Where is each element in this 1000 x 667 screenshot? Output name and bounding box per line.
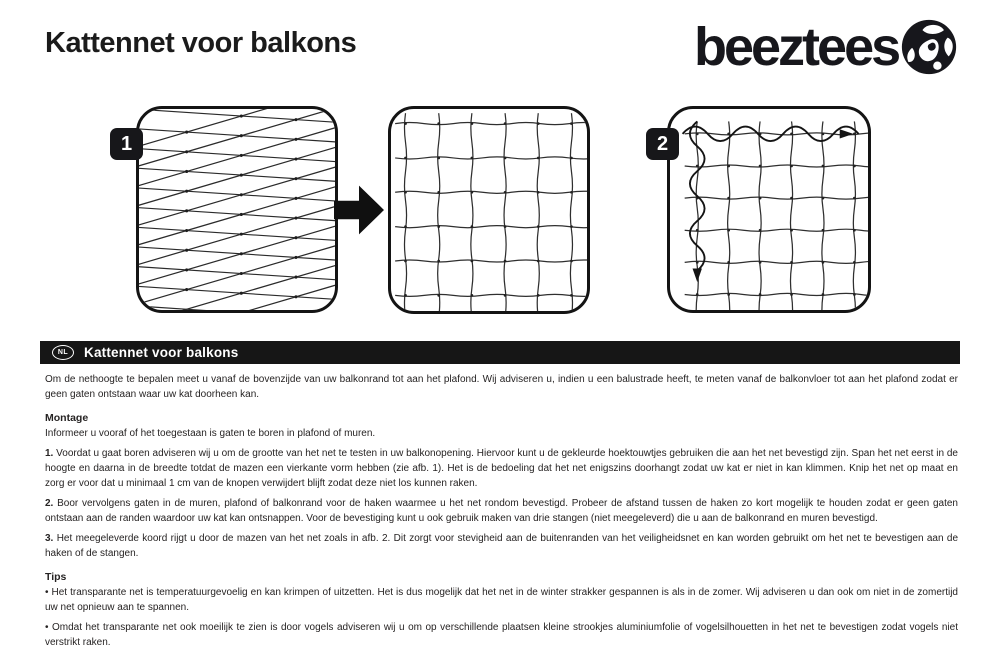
beeztees-logo-text: beeztees [694,17,899,77]
montage-intro: Informeer u vooraf of het toegestaan is gaten te boren in plafond of muren. [45,428,376,439]
montage-step-3 [45,531,958,561]
step-1-badge [110,128,143,160]
step-2-text: Boor vervolgens gaten in de muren, plafond of balkonrand voor de haken waarmee u het net rondom bevestigd. Probeer de afstand tussen de haken zo kort mogelijk te houden zodat er geen gaten ontstaan aan de randen waardoor uw kat kan ontsnappen. Voor de bevestiging kunt u ook gebruik maken van drie stangen (niet meegeleverd) die u aan de balkonrand en muren bevestigd. [45,498,958,524]
tips-heading: Tips [45,571,67,583]
step-2-badge-number: 2 [656,132,669,155]
animals-globe-icon [900,18,958,76]
step-2-number: 2. [45,498,54,509]
montage-step-1 [45,446,958,491]
net-cord-illustration [667,106,871,313]
step-3-number: 3. [45,533,54,544]
net-square-illustration [388,106,590,314]
montage-heading: Montage [45,412,89,424]
montage-step-2 [45,496,958,526]
net-compressed-svg [139,109,335,310]
net-square-svg [391,109,587,311]
arrow-right-icon [334,181,384,239]
tip-item-2: • Omdat het transparante net ook moeilijk te zien is door vogels adviseren wij u om op verschillende plaatsen kleine strookjes aluminiumfolie of vogelsilhouetten in het net te bevestigen zodat vogels niet verstrikt raken. [45,622,958,648]
beeztees-logo [694,18,958,76]
page-title: Kattennet voor balkons [45,27,357,59]
step-2-badge [646,128,679,160]
section-banner-title: Kattennet voor balkons [84,345,239,360]
step-3-text: Het meegeleverde koord rijgt u door de mazen van het net zoals in afb. 2. Dit zorgt voor stevigheid aan de buitenranden van het veiligheidsnet en kan worden gebruikt om het net te bevestigen aan de haken of de stangen. [45,533,958,559]
body-text [45,372,958,655]
step-1-text: Voordat u gaat boren adviseren wij u om de grootte van het net te testen in uw balkonopening. Hiervoor kunt u de gekleurde hoektouwtjes gebruiken die aan het net bevestigd zijn. Span het net eerst in de hoogte en daarna in de breedte totdat de mazen een vierkante vorm hebben (zie afb. 1). Het is de bedoeling dat het net enigszins doorhangt zodat uw kat er niet in kan klimmen. Knip het net op maat en zorg er voor dat u minimaal 1 cm van de knopen verwijdert blijft zodat deze niet los kunnen raken. [45,448,958,489]
tip-item-1: • Het transparante net is temperatuurgevoelig en kan krimpen of uitzetten. Het is dus mogelijk dat het net in de winter strakker gespannen is als in de zomer. Wij adviseren u dan ook om niet in de zomertijd uw net opnieuw aan te spannen. [45,587,958,613]
net-compressed-illustration [136,106,338,313]
section-banner [40,341,960,364]
step-1-number: 1. [45,448,54,459]
net-cord-svg [670,109,868,310]
step-1-badge-number: 1 [120,132,133,155]
intro-paragraph: Om de nethoogte te bepalen meet u vanaf de bovenzijde van uw balkonrand tot aan het plafond. Wij adviseren u, indien u een balustrade heeft, te meten vanaf de balkonvloer tot aan het plafond zodat er geen gaten ontstaan waar uw kat doorheen kan. [45,374,958,400]
nl-language-icon: NL [52,345,74,360]
